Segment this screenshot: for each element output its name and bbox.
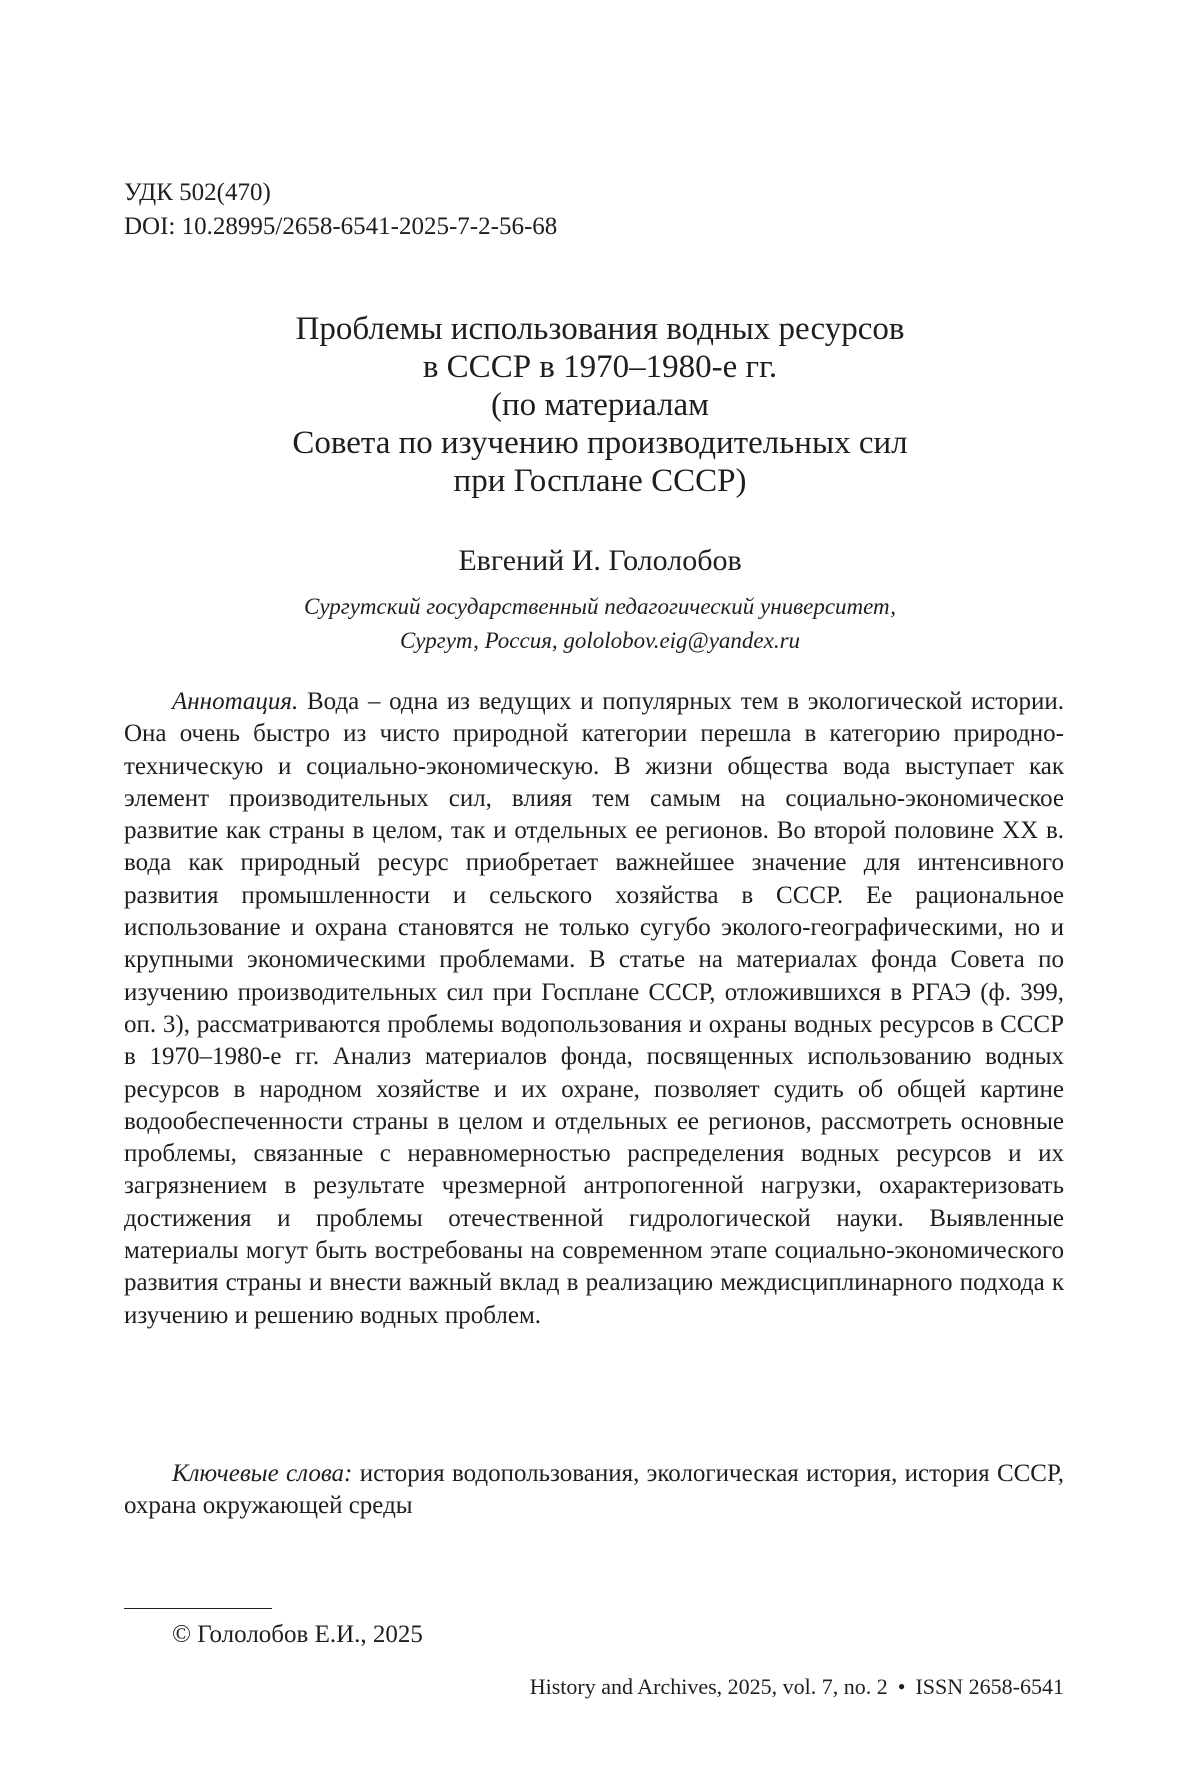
footnote-divider (124, 1608, 272, 1609)
keywords-label: Ключевые слова: (172, 1460, 353, 1487)
abstract-label: Аннотация. (172, 688, 299, 715)
title-line: Совета по изучению производительных сил (292, 425, 908, 461)
keywords (124, 1458, 1064, 1523)
abstract-text: Вода – одна из ведущих и популярных тем в экологической истории. Она очень быстро из чисто природной категории перешла в категорию природно-техническую и социально-экономическую. В жизни общества вода выступает как элемент производительных сил, влияя тем самым на социально-экономическое развитие как страны в целом, так и отдельных ее регионов. Во второй половине XX в. вода как природный ресурс приобретает важнейшее значение для интенсивного развития промышленности и сельского хозяйства в СССР. Ее рациональное использование и охрана становятся не только сугубо эколого-географическими, но и крупными экономическими проблемами. В статье на материалах фонда Совета по изучению производительных сил при Госплане СССР, отложившихся в РГАЭ (ф. 399, оп. 3), рассматриваются проблемы водопользования и охраны водных ресурсов в СССР в 1970–1980-е гг. Анализ материалов фонда, посвященных использованию водных ресурсов в народном хозяйстве и их охране, позволяет судить об общей картине водообеспеченности страны в целом и отдельных ее регионов, рассмотреть основные проблемы, связанные с неравномерностью распределения водных ресурсов и их загрязнением в результате чрезмерной антропогенной нагрузки, охарактеризовать достижения и проблемы отечественной гидрологической науки. Выявленные материалы могут быть востребованы на современном этапе социально-экономического развития страны и внести важный вклад в реализацию междисциплинарного подхода к изучению и решению водных проблем. (124, 688, 1065, 1329)
journal-footer (530, 1672, 1064, 1702)
doi: DOI: 10.28995/2658-6541-2025-7-2-56-68 (124, 213, 558, 240)
article-title (124, 310, 1076, 500)
abstract (124, 686, 1064, 1332)
title-line: при Госплане СССР) (453, 463, 747, 499)
bullet-separator: • (897, 1674, 906, 1699)
issn: ISSN 2658-6541 (915, 1674, 1064, 1699)
title-line: в СССР в 1970–1980-е гг. (422, 349, 778, 385)
udc-code: УДК 502(470) (124, 179, 271, 206)
affiliation-line: Сургут, Россия, gololobov.eig@yandex.ru (399, 628, 801, 653)
keywords-text: история водопользования, экологическая история, история СССР, охрана окружающей среды (124, 1460, 1065, 1520)
author-name: Евгений И. Гололобов (458, 544, 742, 577)
title-line: (по материалам (490, 387, 709, 423)
title-line: Проблемы использования водных ресурсов (295, 311, 905, 347)
affiliation-line: Сургутский государственный педагогический университет, (304, 594, 896, 619)
copyright-notice: © Гололобов Е.И., 2025 (172, 1621, 423, 1648)
journal-citation: History and Archives, 2025, vol. 7, no. 2 (529, 1674, 888, 1699)
article-meta (124, 176, 557, 244)
author-affiliation (124, 590, 1076, 658)
